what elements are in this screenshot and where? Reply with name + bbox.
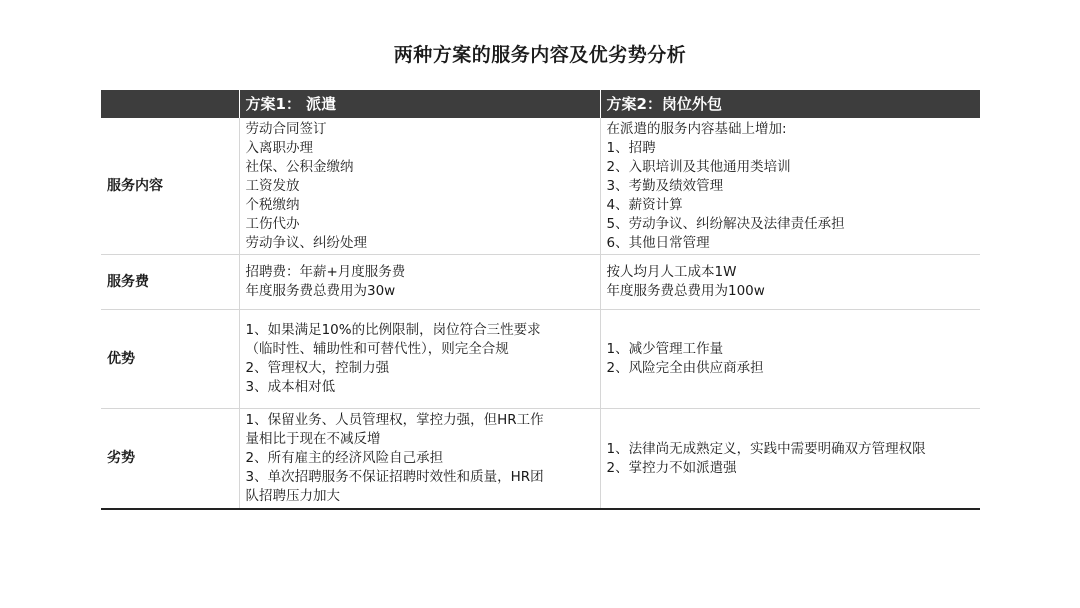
cell-line: 1、减少管理工作量: [606, 341, 724, 357]
cell-line: 年度服务费总费用为100w: [606, 283, 765, 299]
cell-line: 按人均月人工成本1W: [606, 264, 737, 280]
row-label-disadvantages: 劣势: [101, 409, 239, 510]
cell-plan2-advantages: [600, 310, 980, 409]
cell-plan1-advantages: [239, 310, 600, 409]
page-title: 两种方案的服务内容及优劣势分析: [393, 44, 687, 66]
cell-line: 3、成本相对低: [245, 379, 336, 395]
cell-plan1-service-content: [239, 118, 600, 255]
cell-line: 劳动争议、纠纷处理: [245, 234, 367, 251]
cell-line: 年度服务费总费用为30w: [245, 283, 396, 299]
cell-line: 入离职办理: [245, 139, 313, 156]
cell-line: 3、单次招聘服务不保证招聘时效性和质量，HR团: [245, 469, 544, 485]
row-label-service-fee: 服务费: [101, 255, 239, 310]
cell-line: 1、法律尚无成熟定义，实践中需要明确双方管理权限: [606, 440, 926, 457]
row-label-service-content: 服务内容: [101, 118, 239, 255]
cell-line: 在派遣的服务内容基础上增加:: [606, 120, 787, 137]
cell-line: 2、所有雇主的经济风险自己承担: [245, 450, 444, 466]
cell-line: 招聘费：年薪+月度服务费: [245, 264, 406, 280]
cell-plan2-disadvantages: [600, 409, 980, 510]
cell-plan1-disadvantages: [239, 409, 600, 510]
cell-line: 1、如果满足10%的比例限制，岗位符合三性要求: [245, 322, 541, 338]
header-plan2: 方案2：岗位外包: [600, 90, 980, 118]
cell-line: 量相比于现在不减反增: [245, 431, 381, 447]
cell-plan1-service-fee: [239, 255, 600, 310]
cell-line: 4、薪资计算: [606, 196, 683, 213]
table-row: [101, 255, 980, 310]
comparison-table: [101, 90, 980, 510]
cell-line: （临时性、辅助性和可替代性），则完全合规: [245, 341, 509, 357]
cell-line: 6、其他日常管理: [606, 234, 710, 251]
cell-plan2-service-content: [600, 118, 980, 255]
cell-line: 工资发放: [245, 177, 300, 194]
cell-line: 2、管理权大，控制力强: [245, 360, 390, 376]
cell-line: 工伤代办: [245, 215, 300, 232]
cell-line: 劳动合同签订: [245, 120, 327, 137]
cell-line: 队招聘压力加大: [245, 488, 340, 504]
cell-line: 个税缴纳: [245, 196, 300, 213]
cell-line: 2、入职培训及其他通用类培训: [606, 158, 791, 175]
cell-line: 1、招聘: [606, 139, 656, 156]
header-blank: [101, 90, 239, 118]
table-header-row: [101, 90, 980, 118]
cell-line: 2、风险完全由供应商承担: [606, 360, 764, 376]
cell-line: 社保、公积金缴纳: [245, 158, 354, 175]
table-row: [101, 409, 980, 510]
cell-line: 3、考勤及绩效管理: [606, 177, 724, 194]
cell-plan2-service-fee: [600, 255, 980, 310]
row-label-advantages: 优势: [101, 310, 239, 409]
header-plan1: 方案1： 派遣: [239, 90, 600, 118]
table-row: [101, 118, 980, 255]
cell-line: 2、掌控力不如派遣强: [606, 459, 737, 476]
cell-line: 5、劳动争议、纠纷解决及法律责任承担: [606, 215, 845, 232]
table-row: [101, 310, 980, 409]
cell-line: 1、保留业务、人员管理权，掌控力强，但HR工作: [245, 412, 544, 428]
